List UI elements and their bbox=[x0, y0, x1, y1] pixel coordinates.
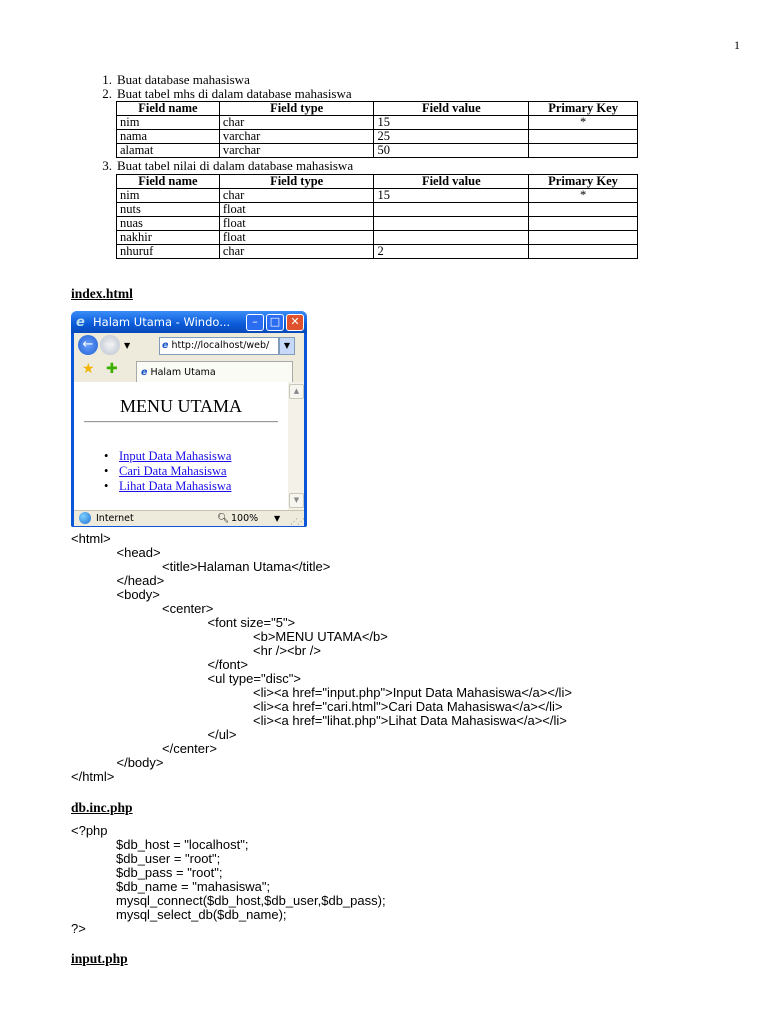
table-cell bbox=[529, 231, 638, 245]
table-cell: varchar bbox=[219, 130, 374, 144]
table-cell bbox=[529, 203, 638, 217]
page-number: 1 bbox=[734, 38, 740, 52]
code-line: <?php bbox=[71, 823, 108, 838]
table-cell: 50 bbox=[374, 144, 529, 158]
code-line: </center> bbox=[162, 741, 217, 756]
code-line: $db_pass = "root"; bbox=[116, 865, 223, 880]
title-bar bbox=[71, 311, 307, 333]
table-row bbox=[117, 217, 638, 231]
code-line: </body> bbox=[116, 755, 164, 770]
table-cell: 15 bbox=[374, 189, 529, 203]
table-header-row bbox=[117, 175, 638, 189]
heading-db-inc-php: db.inc.php bbox=[71, 800, 133, 815]
heading-index-html: index.html bbox=[71, 286, 133, 301]
minimize-button[interactable]: – bbox=[246, 314, 264, 331]
table-cell: nuas bbox=[117, 217, 220, 231]
code-line: ?> bbox=[71, 921, 86, 936]
code-line: <font size="5"> bbox=[207, 615, 296, 630]
table-cell: 25 bbox=[374, 130, 529, 144]
table-cell: float bbox=[219, 217, 374, 231]
table-row bbox=[117, 116, 638, 130]
table-row bbox=[117, 231, 638, 245]
window-title: Halam Utama - Windo... bbox=[93, 315, 231, 329]
code-line: <li><a href="lihat.php">Lihat Data Mahasiswa</a></li> bbox=[253, 713, 567, 728]
code-line: mysql_connect($db_host,$db_user,$db_pass); bbox=[116, 893, 386, 908]
table-cell: nama bbox=[117, 130, 220, 144]
ie-logo-icon: e bbox=[76, 315, 85, 330]
table-cell: 15 bbox=[374, 116, 529, 130]
code-line: <html> bbox=[71, 531, 111, 546]
column-header: Field value bbox=[374, 175, 529, 189]
back-arrow-icon[interactable]: ← bbox=[78, 335, 98, 355]
step-number: 3. bbox=[102, 158, 112, 173]
page-icon: e bbox=[162, 340, 169, 351]
history-dropdown-icon[interactable]: ▼ bbox=[124, 341, 131, 350]
code-line: <ul type="disc"> bbox=[207, 671, 301, 686]
star-icon[interactable]: ★ bbox=[82, 361, 95, 377]
table-cell: float bbox=[219, 231, 374, 245]
table-cell: nakhir bbox=[117, 231, 220, 245]
menu-divider bbox=[84, 421, 278, 423]
table-cell bbox=[374, 231, 529, 245]
column-header: Field value bbox=[374, 102, 529, 116]
code-block-db bbox=[71, 824, 386, 936]
add-favorite-icon[interactable]: ✚ bbox=[106, 361, 118, 377]
table-cell: nim bbox=[117, 189, 220, 203]
resize-grip-icon[interactable]: ⋰⋰ bbox=[290, 517, 304, 526]
status-bar bbox=[74, 510, 304, 526]
code-line: $db_name = "mahasiswa"; bbox=[116, 879, 271, 894]
code-line: <center> bbox=[162, 601, 214, 616]
list-item bbox=[104, 479, 232, 494]
code-line: $db_user = "root"; bbox=[116, 851, 221, 866]
close-button[interactable]: ✕ bbox=[286, 314, 304, 331]
step-number: 2. bbox=[102, 86, 112, 101]
list-item bbox=[104, 464, 227, 479]
table-cell: char bbox=[219, 245, 374, 259]
column-header: Field name bbox=[117, 175, 220, 189]
column-header: Field name bbox=[117, 102, 220, 116]
table-row bbox=[117, 189, 638, 203]
vertical-scrollbar[interactable] bbox=[288, 382, 304, 510]
table-cell bbox=[529, 245, 638, 259]
list-item bbox=[104, 449, 232, 464]
column-header: Field type bbox=[219, 102, 374, 116]
table-cell: nhuruf bbox=[117, 245, 220, 259]
column-header: Primary Key bbox=[529, 102, 638, 116]
table-cell: nim bbox=[117, 116, 220, 130]
code-line: <li><a href="input.php">Input Data Mahasiswa</a></li> bbox=[253, 685, 572, 700]
code-line: <head> bbox=[116, 545, 161, 560]
table-cell: * bbox=[529, 116, 638, 130]
link-input-data[interactable]: Input Data Mahasiswa bbox=[119, 449, 232, 463]
tab-halam-utama[interactable] bbox=[136, 361, 293, 383]
browser-window bbox=[71, 311, 307, 527]
table-cell bbox=[529, 217, 638, 231]
table-cell: char bbox=[219, 116, 374, 130]
zoom-level[interactable]: 100% bbox=[231, 513, 259, 524]
table-cell: * bbox=[529, 189, 638, 203]
menu-heading: MENU UTAMA bbox=[119, 396, 243, 416]
navigation-bar bbox=[74, 333, 304, 358]
step-number: 1. bbox=[102, 72, 112, 87]
code-line: <body> bbox=[116, 587, 160, 602]
table-row bbox=[117, 144, 638, 158]
link-lihat-data[interactable]: Lihat Data Mahasiswa bbox=[119, 479, 232, 493]
scroll-up-icon[interactable]: ▲ bbox=[289, 384, 304, 399]
bullet-icon: • bbox=[104, 479, 109, 493]
forward-arrow-icon[interactable]: → bbox=[100, 335, 120, 355]
column-header: Field type bbox=[219, 175, 374, 189]
table-cell: alamat bbox=[117, 144, 220, 158]
code-line: </ul> bbox=[207, 727, 237, 742]
step-text: Buat tabel mhs di dalam database mahasiswa bbox=[117, 86, 352, 101]
address-text: http://localhost/web/ bbox=[171, 340, 270, 351]
address-bar[interactable] bbox=[159, 337, 279, 355]
code-line: </font> bbox=[207, 657, 248, 672]
bullet-icon: • bbox=[104, 464, 109, 478]
code-line: $db_host = "localhost"; bbox=[116, 837, 249, 852]
status-zone: Internet bbox=[96, 513, 134, 524]
table-row bbox=[117, 203, 638, 217]
table-cell bbox=[374, 203, 529, 217]
table-cell bbox=[529, 144, 638, 158]
code-line: <title>Halaman Utama</title> bbox=[162, 559, 331, 574]
step-text: Buat database mahasiswa bbox=[117, 72, 250, 87]
code-line: <hr /><br /> bbox=[253, 643, 321, 658]
code-line: mysql_select_db($db_name); bbox=[116, 907, 287, 922]
scroll-down-icon[interactable]: ▼ bbox=[289, 493, 304, 508]
code-line: </head> bbox=[116, 573, 165, 588]
address-dropdown-icon[interactable]: ▼ bbox=[279, 337, 295, 355]
table-row bbox=[117, 245, 638, 259]
tab-label: Halam Utama bbox=[150, 367, 216, 378]
table-cell bbox=[529, 130, 638, 144]
column-header: Primary Key bbox=[529, 175, 638, 189]
link-cari-data[interactable]: Cari Data Mahasiswa bbox=[119, 464, 227, 478]
maximize-button[interactable]: □ bbox=[266, 314, 284, 331]
table-cell: char bbox=[219, 189, 374, 203]
table-cell bbox=[374, 217, 529, 231]
page-content bbox=[74, 382, 288, 510]
bullet-icon: • bbox=[104, 449, 109, 463]
heading-input-php: input.php bbox=[71, 951, 128, 966]
favorites-bar bbox=[74, 358, 304, 382]
code-line: </html> bbox=[71, 769, 115, 784]
table-row bbox=[117, 130, 638, 144]
globe-icon bbox=[79, 512, 91, 524]
table-cell: float bbox=[219, 203, 374, 217]
code-block-index bbox=[71, 532, 572, 784]
table-header-row bbox=[117, 102, 638, 116]
table-cell: varchar bbox=[219, 144, 374, 158]
code-line: <b>MENU UTAMA</b> bbox=[253, 629, 388, 644]
table-cell: nuts bbox=[117, 203, 220, 217]
table-cell: 2 bbox=[374, 245, 529, 259]
magnifier-icon: 🔍︎ bbox=[217, 513, 230, 524]
table-mhs bbox=[116, 101, 638, 158]
table-nilai bbox=[116, 174, 638, 259]
zoom-dropdown-icon[interactable]: ▼ bbox=[274, 514, 281, 523]
step-text: Buat tabel nilai di dalam database mahasiswa bbox=[117, 158, 354, 173]
tab-page-icon: e bbox=[141, 367, 148, 378]
code-line: <li><a href="cari.html">Cari Data Mahasiswa</a></li> bbox=[253, 699, 563, 714]
